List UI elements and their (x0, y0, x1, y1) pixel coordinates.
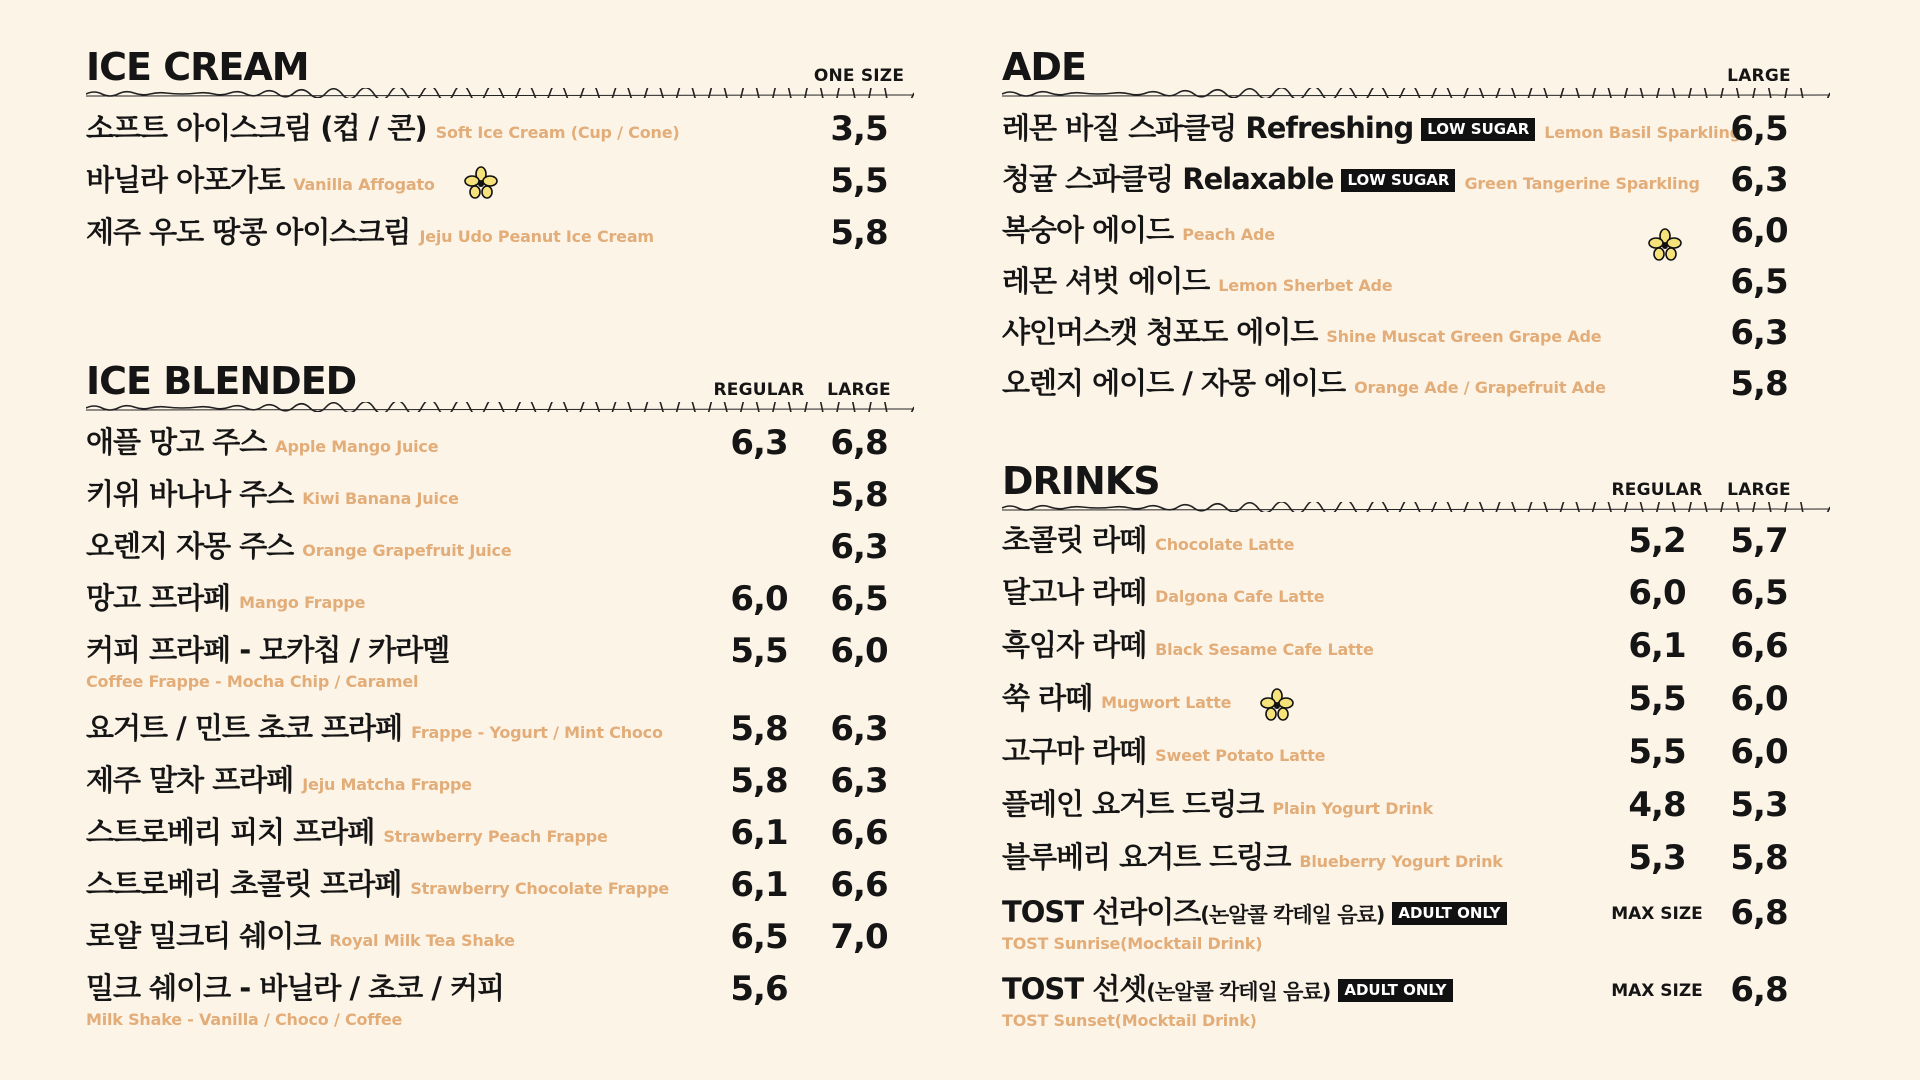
list-item (86, 527, 914, 582)
item-name-en: Mango Frappe (239, 593, 366, 612)
item-name-en: Vanilla Affogato (293, 175, 435, 194)
price-large: 6,3 (830, 527, 888, 567)
item-name-ko: 플레인 요거트 드링크 (1002, 787, 1264, 821)
price: 3,5 (830, 109, 888, 149)
item-name-ko: 샤인머스캣 청포도 에이드 (1002, 315, 1318, 349)
item-name-en: Chocolate Latte (1155, 535, 1295, 554)
price: 6,5 (1730, 109, 1788, 149)
item-name-ko: 흑임자 라떼 (1002, 628, 1147, 662)
item-name-en: Plain Yogurt Drink (1272, 799, 1433, 818)
list-item (86, 423, 914, 478)
price-regular: 6,0 (1628, 573, 1686, 613)
list-item (1002, 521, 1830, 576)
item-name-en: TOST Sunset(Mocktail Drink) (1002, 1011, 1257, 1030)
right-column (1002, 38, 1830, 1038)
item-name-ko: 스트로베리 초콜릿 프라페 (86, 867, 402, 901)
list-item (1002, 970, 1830, 1039)
item-name-en: Sweet Potato Latte (1155, 746, 1326, 765)
item-name-ko: 레몬 바질 스파클링 Refreshing (1002, 111, 1414, 145)
item-name-ko: 애플 망고 주스 (86, 425, 267, 459)
price-regular: 6,5 (730, 917, 788, 957)
price: 6,3 (1730, 160, 1788, 200)
item-name-en: Strawberry Peach Frappe (383, 827, 608, 846)
price-large: 5,3 (1730, 785, 1788, 825)
item-name-en: TOST Sunrise(Mocktail Drink) (1002, 934, 1263, 953)
price-regular: 6,1 (730, 865, 788, 905)
item-name-en: Shine Muscat Green Grape Ade (1326, 327, 1602, 346)
item-name-ko: TOST 선셋 (1002, 972, 1147, 1006)
price-regular: 6,1 (1628, 626, 1686, 666)
price-regular: 5,5 (1628, 679, 1686, 719)
section-title: DRINKS (1002, 459, 1160, 503)
column-header-regular: REGULAR (713, 380, 805, 400)
flower-icon (464, 166, 498, 200)
column-header-large: LARGE (1727, 66, 1791, 86)
scribble-divider (1002, 502, 1830, 512)
list-item (1002, 785, 1830, 840)
item-name-en: Mugwort Latte (1101, 693, 1232, 712)
section-title: ICE CREAM (86, 45, 309, 89)
item-name-en: Frappe - Yogurt / Mint Choco (411, 723, 663, 742)
list-item (1002, 211, 1830, 266)
list-item (1002, 679, 1830, 734)
list-item (86, 761, 914, 816)
column-header-large: LARGE (1727, 480, 1791, 500)
price-large: 5,8 (830, 475, 888, 515)
item-name-ko: 오렌지 에이드 / 자몽 에이드 (1002, 366, 1346, 400)
price-regular: 5,3 (1628, 838, 1686, 878)
price-regular: 6,3 (730, 423, 788, 463)
item-name-en: Orange Ade / Grapefruit Ade (1354, 378, 1606, 397)
item-name-ko: 요거트 / 민트 초코 프라페 (86, 711, 403, 745)
section-title: ADE (1002, 45, 1086, 89)
item-name-ko: 고구마 라떼 (1002, 734, 1147, 768)
list-item (1002, 626, 1830, 681)
list-item (1002, 732, 1830, 787)
item-name-en: Black Sesame Cafe Latte (1155, 640, 1374, 659)
item-name-ko: 청귤 스파클링 Relaxable (1002, 162, 1334, 196)
list-item (86, 161, 914, 216)
item-name-ko: 밀크 쉐이크 - 바닐라 / 초코 / 커피 (86, 971, 505, 1005)
item-name-en: Coffee Frappe - Mocha Chip / Caramel (86, 672, 419, 691)
item-name-ko: 블루베리 요거트 드링크 (1002, 840, 1291, 874)
price-regular: 6,0 (730, 579, 788, 619)
price-regular: 5,6 (730, 969, 788, 1009)
low-sugar-badge: LOW SUGAR (1421, 118, 1535, 141)
item-name-en: Dalgona Cafe Latte (1155, 587, 1325, 606)
scribble-divider (86, 402, 914, 412)
list-item (86, 109, 914, 164)
item-name-ko: 달고나 라떼 (1002, 575, 1147, 609)
price-large: 6,3 (830, 709, 888, 749)
scribble-divider (86, 88, 914, 98)
list-item (86, 813, 914, 868)
max-size-label: MAX SIZE (1611, 904, 1703, 924)
price-large: 6,5 (830, 579, 888, 619)
list-item (86, 631, 914, 700)
item-name-ko: 바닐라 아포가토 (86, 163, 285, 197)
price: 6,0 (1730, 211, 1788, 251)
column-header-large: LARGE (827, 380, 891, 400)
item-name-ko: TOST 선라이즈 (1002, 895, 1201, 929)
item-name-en: Soft Ice Cream (Cup / Cone) (435, 123, 680, 142)
price: 6,5 (1730, 262, 1788, 302)
list-item (1002, 262, 1830, 317)
item-name-en: Orange Grapefruit Juice (302, 541, 512, 560)
item-name-en: Green Tangerine Sparkling (1464, 174, 1700, 193)
list-item (1002, 838, 1830, 893)
item-name-en: Apple Mango Juice (275, 437, 439, 456)
list-item (86, 213, 914, 268)
item-name-en: Strawberry Chocolate Frappe (410, 879, 669, 898)
price-large: 6,5 (1730, 573, 1788, 613)
item-name-ko: 초콜릿 라떼 (1002, 523, 1147, 557)
flower-icon (1648, 228, 1682, 262)
item-name-ko: 복숭아 에이드 (1002, 213, 1174, 247)
price-regular: 5,5 (1628, 732, 1686, 772)
item-name-ko: 로얄 밀크티 쉐이크 (86, 919, 321, 953)
list-item (86, 865, 914, 920)
price-large: 6,8 (1730, 970, 1788, 1010)
price-regular: 6,1 (730, 813, 788, 853)
ice-blended-header (86, 352, 914, 412)
list-item (1002, 364, 1830, 419)
list-item (86, 917, 914, 972)
item-name-ko-note: (논알콜 칵테일 음료) (1200, 903, 1385, 927)
section-title: ICE BLENDED (86, 359, 357, 403)
price-large: 5,7 (1730, 521, 1788, 561)
item-name-en: Lemon Sherbet Ade (1218, 276, 1393, 295)
price-regular: 5,5 (730, 631, 788, 671)
item-name-ko: 제주 우도 땅콩 아이스크림 (86, 215, 411, 249)
max-size-label: MAX SIZE (1611, 981, 1703, 1001)
price-regular: 5,2 (1628, 521, 1686, 561)
price-large: 6,8 (830, 423, 888, 463)
price-large: 6,6 (830, 865, 888, 905)
item-name-ko: 스트로베리 피치 프라페 (86, 815, 375, 849)
price: 5,8 (830, 213, 888, 253)
adult-only-badge: ADULT ONLY (1392, 902, 1506, 925)
price: 5,5 (830, 161, 888, 201)
price-large: 6,8 (1730, 893, 1788, 933)
drinks-header (1002, 452, 1830, 512)
item-name-ko: 쑥 라떼 (1002, 681, 1093, 715)
price-regular: 5,8 (730, 709, 788, 749)
item-name-en: Lemon Basil Sparkling (1544, 123, 1741, 142)
ade-header (1002, 38, 1830, 98)
item-name-en: Jeju Udo Peanut Ice Cream (419, 227, 654, 246)
item-name-en: Kiwi Banana Juice (302, 489, 459, 508)
price: 5,8 (1730, 364, 1788, 404)
price-large: 6,0 (1730, 732, 1788, 772)
list-item (1002, 573, 1830, 628)
scribble-divider (1002, 88, 1830, 98)
item-name-ko: 소프트 아이스크림 (컵 / 콘) (86, 111, 427, 145)
low-sugar-badge: LOW SUGAR (1341, 169, 1455, 192)
price-large: 6,6 (1730, 626, 1788, 666)
item-name-ko: 키위 바나나 주스 (86, 477, 294, 511)
item-name-ko: 오렌지 자몽 주스 (86, 529, 294, 563)
price-large: 6,0 (1730, 679, 1788, 719)
price-large: 5,8 (1730, 838, 1788, 878)
price-large: 6,6 (830, 813, 888, 853)
item-name-en: Jeju Matcha Frappe (302, 775, 472, 794)
ice-cream-header (86, 38, 914, 98)
column-header-one-size: ONE SIZE (813, 66, 905, 86)
item-name-ko: 제주 말차 프라페 (86, 763, 294, 797)
list-item (86, 579, 914, 634)
item-name-ko: 레몬 셔벗 에이드 (1002, 264, 1210, 298)
price-large: 7,0 (830, 917, 888, 957)
item-name-en: Royal Milk Tea Shake (329, 931, 515, 950)
item-name-ko: 망고 프라페 (86, 581, 231, 615)
price-regular: 4,8 (1628, 785, 1686, 825)
price-regular: 5,8 (730, 761, 788, 801)
left-column (86, 38, 914, 1038)
item-name-en: Milk Shake - Vanilla / Choco / Coffee (86, 1010, 403, 1029)
list-item (86, 969, 914, 1038)
item-name-en: Blueberry Yogurt Drink (1299, 852, 1503, 871)
item-name-ko-note: (논알콜 칵테일 음료) (1146, 980, 1331, 1004)
list-item (1002, 160, 1830, 215)
list-item (86, 475, 914, 530)
column-header-regular: REGULAR (1611, 480, 1703, 500)
item-name-ko: 커피 프라페 - 모카칩 / 카라멜 (86, 633, 450, 667)
adult-only-badge: ADULT ONLY (1338, 979, 1452, 1002)
flower-icon (1260, 688, 1294, 722)
list-item (86, 709, 914, 764)
list-item (1002, 109, 1830, 164)
price-large: 6,3 (830, 761, 888, 801)
price-large: 6,0 (830, 631, 888, 671)
list-item (1002, 893, 1830, 962)
list-item (1002, 313, 1830, 368)
price: 6,3 (1730, 313, 1788, 353)
item-name-en: Peach Ade (1182, 225, 1275, 244)
